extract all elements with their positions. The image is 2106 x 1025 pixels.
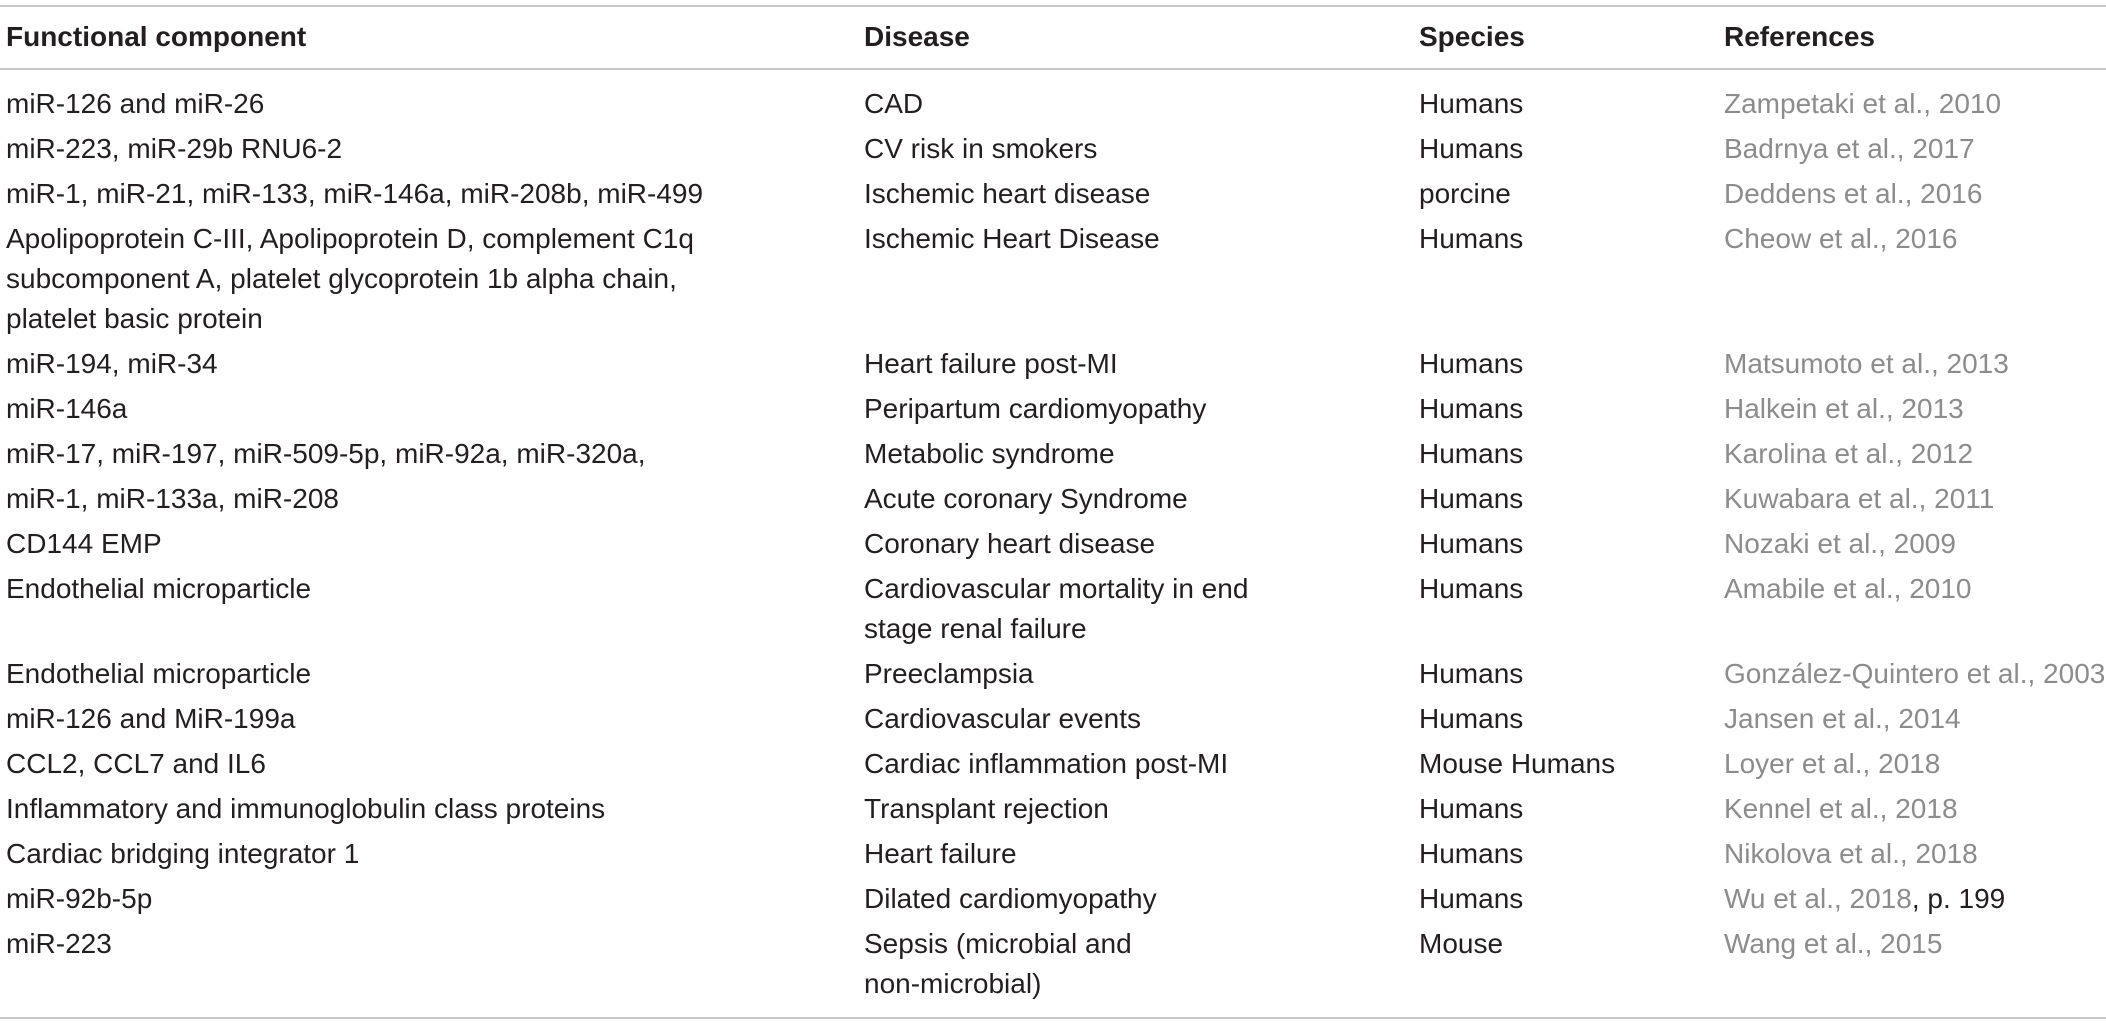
cell-reference (1718, 744, 2106, 789)
cell-disease (858, 744, 1413, 789)
table-row (0, 68, 2106, 129)
header-functional-component: Functional component (6, 21, 307, 52)
disease-text-line: Ischemic heart disease (864, 178, 1151, 209)
reference-link[interactable]: Matsumoto et al., 2013 (1724, 348, 2009, 379)
table-row (0, 699, 2106, 744)
cell-reference (1718, 68, 2106, 129)
reference-link[interactable]: Zampetaki et al., 2010 (1724, 88, 2002, 119)
header-disease: Disease (864, 21, 970, 52)
cell-functional-component (0, 789, 858, 834)
cell-reference (1718, 479, 2106, 524)
reference-link[interactable]: González-Quintero et al., 2003 (1724, 658, 2106, 689)
cell-species: Mouse Humans (1419, 748, 1616, 779)
component-text-line: miR-223 (6, 928, 112, 959)
cell-disease (858, 654, 1413, 699)
table-row (0, 789, 2106, 834)
cell-functional-component (0, 434, 858, 479)
cell-species: Humans (1419, 573, 1524, 604)
cell-disease (858, 68, 1413, 129)
disease-text-line: Heart failure post-MI (864, 348, 1118, 379)
reference-link[interactable]: Karolina et al., 2012 (1724, 438, 1974, 469)
cell-disease (858, 789, 1413, 834)
disease-text-line: Ischemic Heart Disease (864, 223, 1160, 254)
component-text-line: miR-126 and MiR-199a (6, 703, 296, 734)
data-table (0, 6, 2106, 1009)
cell-species: Humans (1419, 883, 1524, 914)
cell-disease (858, 524, 1413, 569)
cell-functional-component (0, 924, 858, 1009)
cell-species: Humans (1419, 483, 1524, 514)
cell-reference (1718, 924, 2106, 1009)
cell-reference (1718, 569, 2106, 654)
cell-reference (1718, 344, 2106, 389)
cell-disease (858, 479, 1413, 524)
reference-link[interactable]: Nozaki et al., 2009 (1724, 528, 1956, 559)
cell-functional-component (0, 129, 858, 174)
cell-reference (1718, 879, 2106, 924)
cell-functional-component (0, 654, 858, 699)
table-header-row (0, 6, 2106, 68)
cell-species: Humans (1419, 528, 1524, 559)
cell-reference (1718, 654, 2106, 699)
table-row (0, 479, 2106, 524)
table-row (0, 879, 2106, 924)
disease-text-line: Sepsis (microbial and (864, 928, 1132, 959)
cell-disease (858, 174, 1413, 219)
component-text-line: CCL2, CCL7 and IL6 (6, 748, 266, 779)
cell-disease (858, 924, 1413, 1009)
cell-functional-component (0, 879, 858, 924)
table-row (0, 174, 2106, 219)
cell-species: Humans (1419, 223, 1524, 254)
cell-reference (1718, 174, 2106, 219)
header-references: References (1724, 21, 1875, 52)
cell-species: Humans (1419, 703, 1524, 734)
cell-species: Humans (1419, 348, 1524, 379)
disease-text-line: non-microbial) (864, 968, 1042, 999)
table-row (0, 924, 2106, 1009)
component-text-line: Inflammatory and immunoglobulin class proteins (6, 793, 606, 824)
reference-link[interactable]: Wang et al., 2015 (1724, 928, 1943, 959)
cell-reference (1718, 129, 2106, 174)
cell-species: Humans (1419, 793, 1524, 824)
table-row (0, 434, 2106, 479)
table-row (0, 129, 2106, 174)
table-row (0, 389, 2106, 434)
cell-functional-component (0, 479, 858, 524)
cell-functional-component (0, 219, 858, 344)
component-text-line: Endothelial microparticle (6, 573, 312, 604)
reference-link[interactable]: Halkein et al., 2013 (1724, 393, 1964, 424)
cell-disease (858, 219, 1413, 344)
table-row (0, 834, 2106, 879)
component-text-line: miR-146a (6, 393, 128, 424)
disease-text-line: stage renal failure (864, 613, 1087, 644)
cell-disease (858, 389, 1413, 434)
component-text-line: miR-194, miR-34 (6, 348, 218, 379)
component-text-line: miR-92b-5p (6, 883, 153, 914)
cell-functional-component (0, 174, 858, 219)
reference-link[interactable]: Loyer et al., 2018 (1724, 748, 1941, 779)
cell-disease (858, 699, 1413, 744)
component-text-line: miR-1, miR-21, miR-133, miR-146a, miR-208b, miR-499 (6, 178, 704, 209)
cell-species: Humans (1419, 133, 1524, 164)
disease-text-line: Coronary heart disease (864, 528, 1156, 559)
reference-link[interactable]: Wu et al., 2018 (1724, 883, 1912, 914)
table-bottom-rule (0, 1017, 2106, 1019)
cell-functional-component (0, 569, 858, 654)
component-text-line: miR-223, miR-29b RNU6-2 (6, 133, 343, 164)
cell-reference (1718, 219, 2106, 344)
component-text-line: platelet basic protein (6, 303, 263, 334)
cell-species: Humans (1419, 658, 1524, 689)
reference-link[interactable]: Nikolova et al., 2018 (1724, 838, 1978, 869)
cell-disease (858, 879, 1413, 924)
disease-text-line: CAD (864, 88, 924, 119)
disease-text-line: Cardiac inflammation post-MI (864, 748, 1229, 779)
reference-link[interactable]: Badrnya et al., 2017 (1724, 133, 1975, 164)
component-text-line: miR-1, miR-133a, miR-208 (6, 483, 339, 514)
table-body (0, 68, 2106, 1009)
cell-functional-component (0, 68, 858, 129)
table-row (0, 524, 2106, 569)
disease-text-line: Metabolic syndrome (864, 438, 1115, 469)
component-text-line: miR-17, miR-197, miR-509-5p, miR-92a, miR-320a, (6, 438, 646, 469)
table-row (0, 744, 2106, 789)
reference-link[interactable]: Kennel et al., 2018 (1724, 793, 1958, 824)
table-row (0, 569, 2106, 654)
table-row (0, 219, 2106, 344)
component-text-line: Cardiac bridging integrator 1 (6, 838, 360, 869)
cell-reference (1718, 434, 2106, 479)
disease-text-line: Transplant rejection (864, 793, 1109, 824)
component-text-line: Apolipoprotein C-III, Apolipoprotein D, complement C1q (6, 223, 694, 254)
cell-disease (858, 434, 1413, 479)
cell-disease (858, 834, 1413, 879)
cell-disease (858, 569, 1413, 654)
reference-suffix: , p. 199 (1911, 883, 2006, 914)
disease-text-line: Cardiovascular mortality in end (864, 573, 1249, 604)
cell-species: Humans (1419, 88, 1524, 119)
component-text-line: subcomponent A, platelet glycoprotein 1b alpha chain, (6, 263, 677, 294)
cell-species: Humans (1419, 838, 1524, 869)
reference-link[interactable]: Kuwabara et al., 2011 (1724, 483, 1995, 514)
disease-text-line: Heart failure (864, 838, 1017, 869)
table-row (0, 654, 2106, 699)
cell-functional-component (0, 699, 858, 744)
reference-link[interactable]: Amabile et al., 2010 (1724, 573, 1972, 604)
cell-functional-component (0, 344, 858, 389)
reference-link[interactable]: Deddens et al., 2016 (1724, 178, 1983, 209)
component-text-line: CD144 EMP (6, 528, 162, 559)
disease-text-line: Preeclampsia (864, 658, 1034, 689)
cell-species: Mouse (1419, 928, 1504, 959)
cell-species: Humans (1419, 438, 1524, 469)
disease-text-line: Peripartum cardiomyopathy (864, 393, 1207, 424)
disease-text-line: Acute coronary Syndrome (864, 483, 1188, 514)
reference-link[interactable]: Cheow et al., 2016 (1724, 223, 1958, 254)
cell-disease (858, 344, 1413, 389)
cell-reference (1718, 789, 2106, 834)
disease-text-line: CV risk in smokers (864, 133, 1098, 164)
cell-functional-component (0, 744, 858, 789)
cell-functional-component (0, 834, 858, 879)
table-row (0, 344, 2106, 389)
disease-text-line: Cardiovascular events (864, 703, 1142, 734)
cell-functional-component (0, 524, 858, 569)
reference-link[interactable]: Jansen et al., 2014 (1724, 703, 1961, 734)
cell-reference (1718, 834, 2106, 879)
cell-species: Humans (1419, 393, 1524, 424)
cell-functional-component (0, 389, 858, 434)
cell-reference (1718, 524, 2106, 569)
cell-species: porcine (1419, 178, 1511, 209)
cell-disease (858, 129, 1413, 174)
cell-reference (1718, 699, 2106, 744)
cell-reference (1718, 389, 2106, 434)
disease-text-line: Dilated cardiomyopathy (864, 883, 1157, 914)
component-text-line: miR-126 and miR-26 (6, 88, 265, 119)
component-text-line: Endothelial microparticle (6, 658, 312, 689)
header-species: Species (1419, 21, 1525, 52)
